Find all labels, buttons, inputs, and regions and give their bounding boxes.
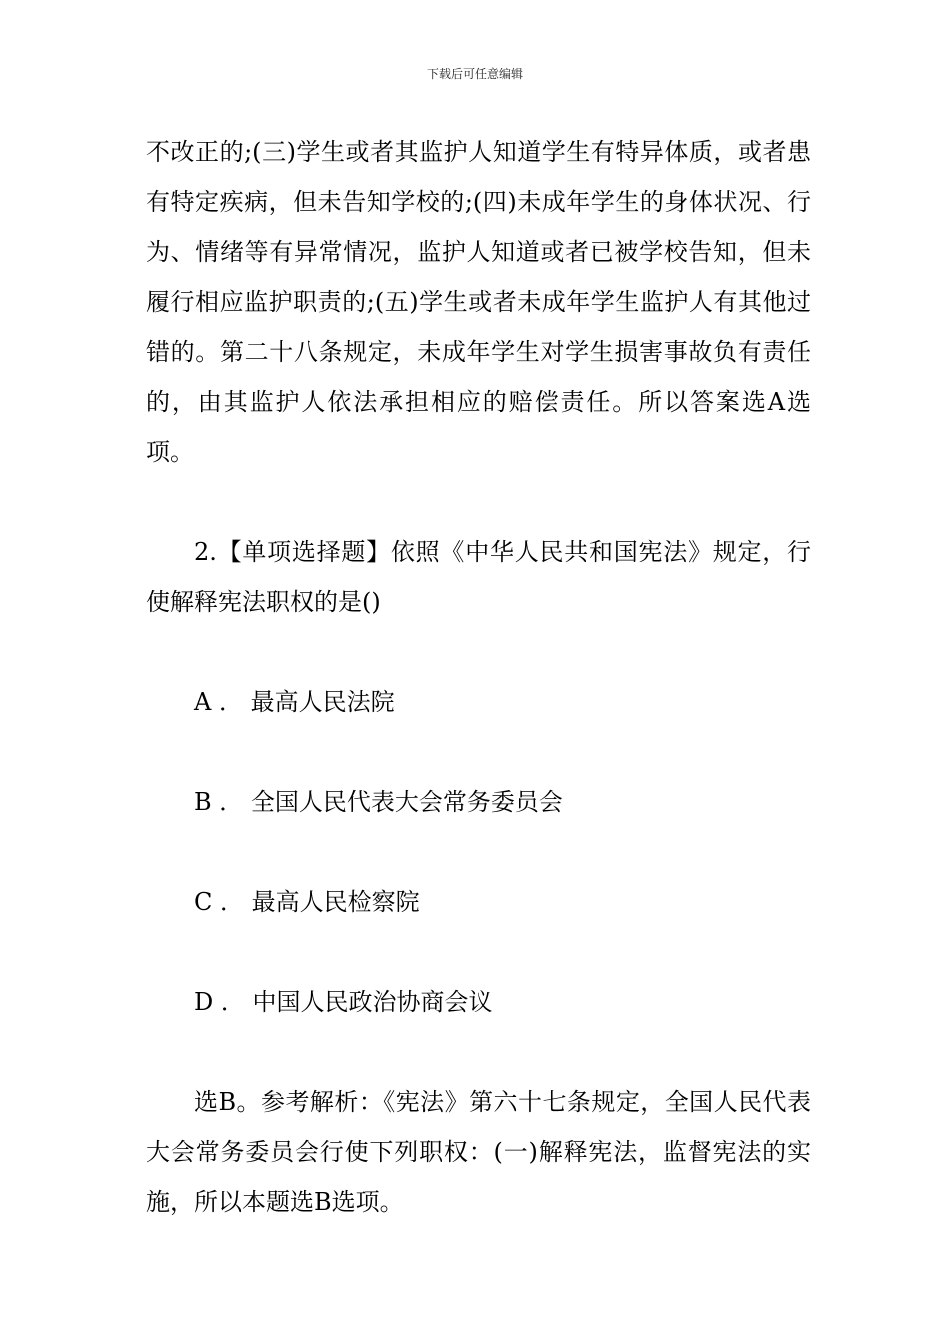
answer-explanation: 选B。参考解析：《宪法》第六十七条规定，全国人民代表大会常务委员会行使下列职权：(一)解释宪法，监督宪法的实施，所以本题选B选项。: [146, 1088, 811, 1216]
option-b: B ． 全国人民代表大会常务委员会: [194, 788, 563, 816]
option-c: C ． 最高人民检察院: [194, 888, 420, 916]
spacer: [146, 927, 811, 977]
continued-paragraph: 不改正的;(三)学生或者其监护人知道学生有特异体质，或者患有特定疾病，但未告知学校的;(四)未成年学生的身体状况、行为、情绪等有异常情况，监护人知道或者已被学校告知，但未履行相应监护职责的;(五)学生或者未成年学生监护人有其他过错的。第二十八条规定，未成年学生对学生损害事故负有责任的，由其监护人依法承担相应的赔偿责任。所以答案选A选项。: [146, 138, 811, 466]
spacer: [146, 627, 811, 677]
spacer: [146, 727, 811, 777]
spacer: [146, 827, 811, 877]
document-body: [146, 127, 811, 1227]
option-d: D ． 中国人民政治协商会议: [194, 988, 493, 1016]
page-header: 下载后可任意编辑: [426, 67, 523, 81]
question-text: 2.【单项选择题】依照《中华人民共和国宪法》规定，行使解释宪法职权的是(): [146, 538, 811, 616]
option-a: A ． 最高人民法院: [194, 688, 395, 716]
